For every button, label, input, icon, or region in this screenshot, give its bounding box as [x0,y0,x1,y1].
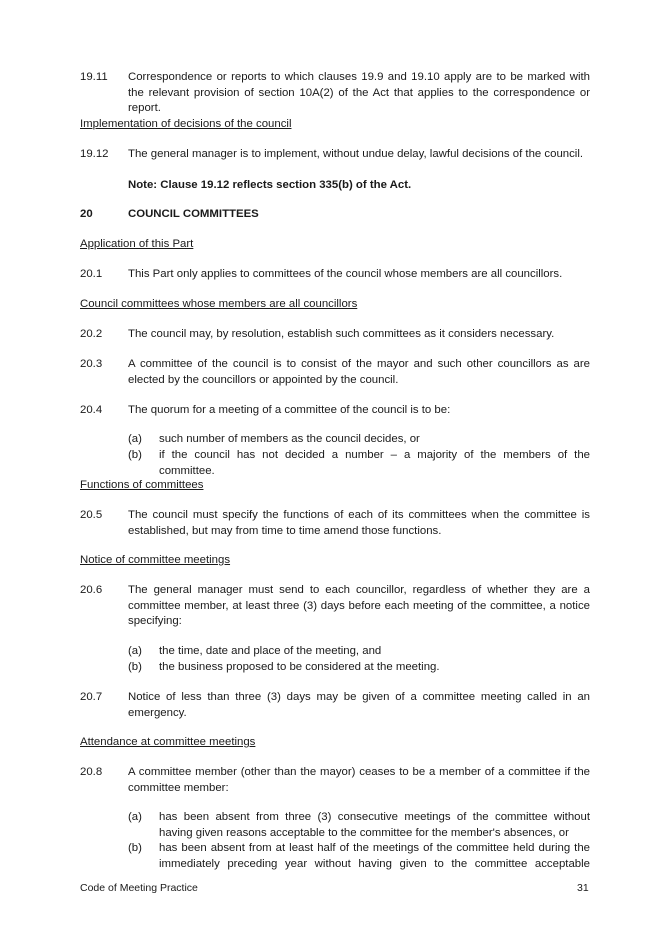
clause-number: 20.6 [80,584,103,596]
clause-20-5 [80,508,590,539]
subclause-text: has been absent from three (3) consecutive meetings of the committee without having given reasons acceptable to the committee for the member's absences, or [159,811,590,839]
subclause-letter: (b) [128,842,142,854]
clause-text: The council may, by resolution, establish such committees as it considers necessary. [128,328,555,340]
clause-20-1 [80,267,590,283]
clause-text: The quorum for a meeting of a committee of the council is to be: [128,404,451,416]
heading-attendance: Attendance at committee meetings [80,736,256,748]
subclause-text: the business proposed to be considered at the meeting. [159,661,440,673]
clause-text: Correspondence or reports to which clauses 19.9 and 19.10 apply are to be marked with the relevant provision of section 10A(2) of the Act that applies to the correspondence or report. [128,71,590,114]
clause-19-12 [80,147,590,163]
page-number: 31 [577,882,589,894]
clause-20-3 [80,357,590,388]
clause-20-4-b [128,448,590,479]
clause-20-8-a [128,810,590,841]
section-20-heading [80,207,590,223]
clause-number: 20.3 [80,358,103,370]
heading-notice: Notice of committee meetings [80,554,231,566]
subclause-letter: (a) [128,433,142,445]
clause-20-8 [80,765,590,796]
clause-number: 20.5 [80,509,103,521]
clause-19-11 [80,70,590,117]
clause-text: This Part only applies to committees of the council whose members are all councillors. [128,268,563,280]
subclause-letter: (b) [128,661,142,673]
clause-number: 20.1 [80,268,103,280]
subclause-letter: (a) [128,645,142,657]
clause-number: 20.2 [80,328,103,340]
subclause-text: the time, date and place of the meeting, and [159,645,382,657]
subclause-letter: (a) [128,811,142,823]
clause-number: 20.7 [80,691,103,703]
heading-implementation: Implementation of decisions of the council [80,118,292,130]
clause-number: 20.4 [80,404,103,416]
clause-20-2 [80,327,590,343]
clause-20-4 [80,403,590,419]
footer-title: Code of Meeting Practice [80,882,198,894]
clause-20-4-a [128,432,590,448]
clause-20-8-b [128,841,590,872]
subclause-text: has been absent from at least half of the meetings of the committee held during the immediately preceding year without having given to the committee acceptable [159,842,590,870]
clause-number: 19.12 [80,148,109,160]
clause-20-7 [80,690,590,721]
clause-text: A committee of the council is to consist of the mayor and such other councillors as are elected by the councillors or appointed by the council. [128,358,590,386]
subclause-letter: (b) [128,449,142,461]
clause-text: The general manager is to implement, without undue delay, lawful decisions of the council. [128,148,584,160]
clause-20-6-a [128,644,590,660]
clause-20-6-b [128,660,590,676]
clause-text: The general manager must send to each councillor, regardless of whether they are a committee member, at least three (3) days before each meeting of the committee, a notice specifying: [128,584,590,627]
heading-all-councillors: Council committees whose members are all councillors [80,298,358,310]
clause-number: 19.11 [80,71,108,83]
heading-functions: Functions of committees [80,479,204,491]
note-19-12: Note: Clause 19.12 reflects section 335(b) of the Act. [128,179,412,191]
section-title: COUNCIL COMMITTEES [128,208,259,220]
subclause-text: such number of members as the council decides, or [159,433,420,445]
section-number: 20 [80,208,93,220]
heading-application: Application of this Part [80,238,194,250]
subclause-text: if the council has not decided a number – a majority of the members of the committee. [159,449,590,477]
clause-text: A committee member (other than the mayor) ceases to be a member of a committee if the committee member: [128,766,590,794]
clause-20-6 [80,583,590,630]
clause-text: The council must specify the functions of each of its committees when the committee is established, but may from time to time amend those functions. [128,509,590,537]
clause-text: Notice of less than three (3) days may be given of a committee meeting called in an emergency. [128,691,590,719]
clause-number: 20.8 [80,766,103,778]
